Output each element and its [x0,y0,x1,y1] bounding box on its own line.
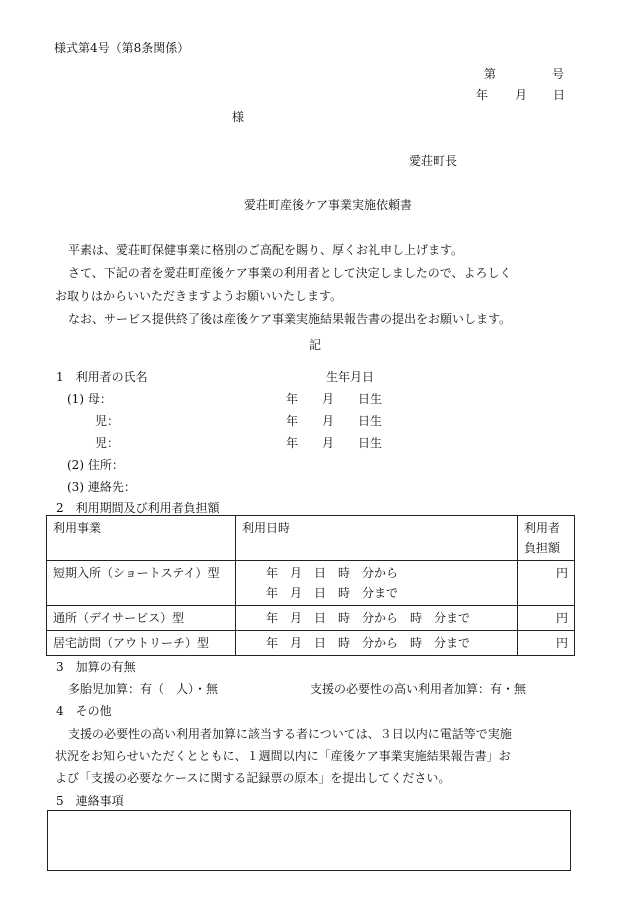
contact-label: (3) 連絡先： [67,480,136,494]
form-number: 様式第4号（第8条関係） [54,41,190,55]
other-line-2: 状況をお知らせいただくとともに、１週間以内に「産後ケア事業実施結果報告書」お [55,749,511,763]
recipient-suffix: 様 [232,110,245,124]
sender: 愛荘町長 [409,154,458,168]
row-service-shortstay: 短期入所（ショートステイ）型 [47,561,236,606]
header-service: 利用事業 [47,516,236,561]
support-addition: 支援の必要性の高い利用者加算：有・無 [310,682,527,696]
child1-label: 児： [95,414,120,428]
other-line-3: よび「支援の必要なケースに関する記録票の原本」を提出してください。 [55,771,451,785]
ki-marker: 記 [309,338,322,352]
usage-table [46,515,575,656]
table-row [47,606,575,631]
header-datetime: 利用日時 [236,516,518,561]
section3-heading: 3 加算の有無 [56,660,136,674]
row-datetime-shortstay [236,561,518,606]
intro-line-2: さて、下記の者を愛荘町産後ケア事業の利用者として決定しましたので、よろしく [68,266,512,280]
doc-number-suffix: 号 [552,67,565,81]
section5-heading: 5 連絡事項 [56,794,124,808]
child1-birthdate: 年 月 日生 [286,414,383,428]
table-row [47,561,575,606]
table-row [47,631,575,656]
multiple-birth-addition: 多胎児加算：有（ 人）・無 [68,682,219,696]
row-service-day: 通所（デイサービス）型 [47,606,236,631]
section4-heading: 4 その他 [56,704,112,718]
doc-number-prefix: 第 [484,67,497,81]
birthdate-heading: 生年月日 [326,370,375,384]
child2-birthdate: 年 月 日生 [286,436,383,450]
row-datetime-day: 年 月 日 時 分から 時 分まで [236,606,518,631]
date-month: 月 [515,88,528,102]
other-line-1: 支援の必要性の高い利用者加算に該当する者については、３日以内に電話等で実施 [68,727,512,741]
mother-label: (1) 母： [67,392,112,406]
shortstay-from: 年 月 日 時 分から [266,566,399,580]
date-day: 日 [553,88,566,102]
row-yen-shortstay: 円 [518,561,575,606]
row-service-outreach: 居宅訪問（アウトリーチ）型 [47,631,236,656]
document-title: 愛荘町産後ケア事業実施依頼書 [244,198,413,212]
memo-box[interactable] [47,810,571,871]
intro-line-4: なお、サービス提供終了後は産後ケア事業実施結果報告書の提出をお願いします。 [68,312,512,326]
header-burden-line1: 利用者 [524,521,561,535]
shortstay-to: 年 月 日 時 分まで [266,586,399,600]
table-header-row [47,516,575,561]
child2-label: 児： [95,436,120,450]
date-year: 年 [476,88,489,102]
intro-line-1: 平素は、愛荘町保健事業に格別のご高配を賜り、厚くお礼申し上げます。 [68,243,464,257]
section1-heading: 1 利用者の氏名 [56,370,148,384]
mother-birthdate: 年 月 日生 [286,392,383,406]
row-datetime-outreach: 年 月 日 時 分から 時 分まで [236,631,518,656]
header-burden-line2: 負担額 [524,541,561,555]
header-burden [518,516,575,561]
address-label: (2) 住所： [67,458,124,472]
section2-heading: 2 利用期間及び利用者負担額 [56,501,220,515]
row-yen-day: 円 [518,606,575,631]
row-yen-outreach: 円 [518,631,575,656]
intro-line-3: お取りはからいいただきますようお願いいたします。 [55,289,343,303]
